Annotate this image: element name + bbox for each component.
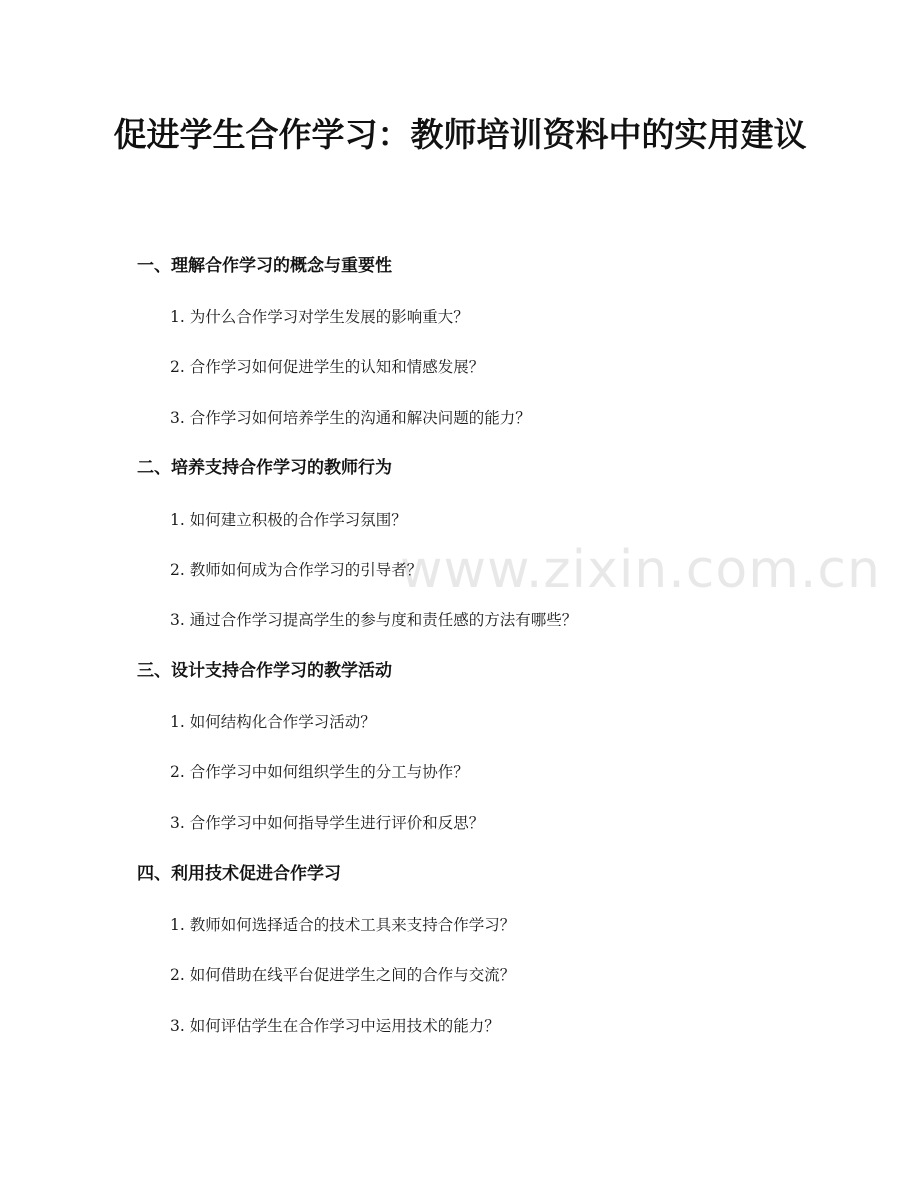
section-3-heading: 三、设计支持合作学习的教学活动	[137, 661, 392, 681]
section-1-item-1: 1. 为什么合作学习对学生发展的影响重大？	[170, 308, 469, 326]
section-4-item-3: 3. 如何评估学生在合作学习中运用技术的能力？	[170, 1017, 500, 1035]
section-2-heading: 二、培养支持合作学习的教师行为	[137, 458, 392, 478]
section-4-item-2: 2. 如何借助在线平台促进学生之间的合作与交流？	[170, 966, 516, 984]
section-1-heading: 一、理解合作学习的概念与重要性	[137, 256, 392, 276]
section-2-item-2: 2. 教师如何成为合作学习的引导者？	[170, 561, 423, 579]
section-1-item-3: 3. 合作学习如何培养学生的沟通和解决问题的能力？	[170, 409, 531, 427]
section-3-item-2: 2. 合作学习中如何组织学生的分工与协作？	[170, 763, 469, 781]
watermark: www.zixin.com.cn	[400, 540, 881, 600]
section-3-item-3: 3. 合作学习中如何指导学生进行评价和反思？	[170, 814, 485, 832]
section-2-item-1: 1. 如何建立积极的合作学习氛围？	[170, 511, 407, 529]
section-2-item-3: 3. 通过合作学习提高学生的参与度和责任感的方法有哪些？	[170, 611, 578, 629]
section-4-item-1: 1. 教师如何选择适合的技术工具来支持合作学习？	[170, 916, 516, 934]
page-title: 促进学生合作学习：教师培训资料中的实用建议	[113, 115, 807, 154]
section-3-item-1: 1. 如何结构化合作学习活动？	[170, 713, 376, 731]
section-4-heading: 四、利用技术促进合作学习	[137, 864, 341, 884]
section-1-item-2: 2. 合作学习如何促进学生的认知和情感发展？	[170, 358, 485, 376]
